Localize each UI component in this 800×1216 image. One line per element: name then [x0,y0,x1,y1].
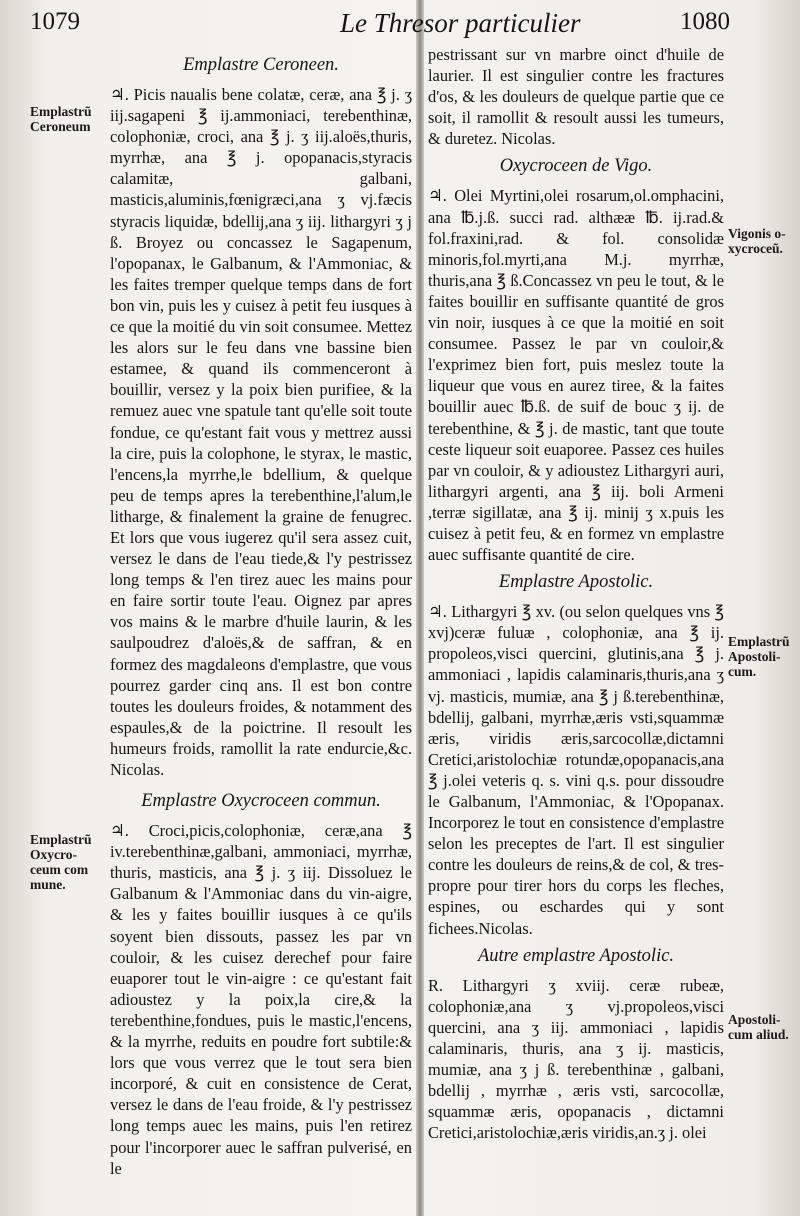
continued-paragraph: pestrissant sur vn marbre oinct d'huile de laurier. Il est singulier contre les fractures d'os, & les douleurs de quelque partie que ce soit, il ramollit & resoult aussi les tumeurs, & duretez. Nicolas. [428,45,724,149]
page-number-left: 1079 [30,8,80,35]
right-column [428,44,724,1149]
recipe-paragraph: ♃. Olei Myrtini,olei rosarum,ol.omphacini, ana ℔.j.ß. succi rad. althææ ℔. ij.rad.& fol.fraxini,rad. & fol. consolidæ minoris,fol.myrti,ana M.j. myrrhæ, thuris,ana ℥ ß.Concassez vn peu le tout, & le faites bouillir en suffisante quantité de gros vin noir, iusques à ce que la moitié en soit consumee. Passez le par vn couloir,& l'exprimez bien fort, puis meslez toute la liqueur que vous en aurez tiree, & la faites bouillir auec ℔.ß. de suif de bouc ʒ ij. de terebenthine, & ℥ j. de mastic, tant que toute ceste liqueur soit euaporee. Passez ces huiles par vn couloir, & y adioustez Lithargyri auri, lithargyri argenti, ana ℥ iij. boli Armeni ,terræ sigillatæ, ana ℥ ij. minij ʒ x.puis les cuisez à petit feu, & en formez vn emplastre auec suffisante quantité de cire. [428,186,724,565]
recipe-paragraph: ♃. Picis naualis bene colatæ, ceræ, ana ℥ j. ʒ iij.sagapeni ℥ ij.ammoniaci, terebenthinæ, colophoniæ, croci, ana ℥ j. ʒ iij.aloës,thuris, myrrhæ, ana ℥ j. opopanacis,styracis calamitæ, galbani, masticis,aluminis,fœnigræci,ana ʒ vj.fæcis styracis liquidæ, bdellij,ana ʒ iij. lithargyri ʒ j ß. Broyez ou concassez le Sagapenum, l'opopanax, le Galbanum, & l'Ammoniac, & les faites tremper quelque temps dans de fort bon vin, puis les y cuisez à petit feu iusques à ce que la moitié du vin soit consumee. Mettez les alors sur le feu dans vne bassine bien estamee, & quand ils commenceront à bouillir, versez y la poix bien purifiee, & la remuez auec vne spatule tant qu'elle soit toute fondue, ce qu'estant fait vous y mettrez aussi la cire, puis la colophone, le styrax, le mastic, l'encens,la myrrhe,le bdellium, & quelque peu de temps apres la terebenthine,l'alum,le litharge, & finalement la graine de fenugrec. Et lors que vous iugerez qu'il sera assez cuit, versez le dans de l'eau tiede,& l'y pestrissez long temps & l'en tirez auec les mains pour en faire sortir toute l'eau. Oignez par apres vos mains & le marbre d'huile laurin, & les saulpoudrez d'aloës,& de saffran, & en formez des magdaleons d'emplastre, que vous pourrez garder cinq ans. Il est bon contre toutes les douleurs froides, & notamment des espaules,& de la poictrine. Il resoult les humeurs froids, ramollit la rate endurcie,&c. Nicolas. [110,85,412,779]
recipe-paragraph: R. Lithargyri ʒ xviij. ceræ rubeæ, colophoniæ,ana ʒ vj.propoleos,visci quercini, ana ʒ iij. ammoniaci , lapidis calaminaris, thuris, ana ʒ ij. masticis, mumiæ, ana ʒ j ß. terebenthinæ , galbani, bdellij , myrrhæ , æris vsti, sarcocollæ, squammæ æris, opopanacis , dictamni Cretici,aristolochiæ,æris viridis,an.ʒ j. olei [428,975,724,1143]
section-title: Emplastre Apostolic. [498,572,654,593]
left-column [110,48,412,1185]
section-title: Emplastre Ceroneen. [183,55,339,75]
section-title: Emplastre Oxycroceen commun. [141,791,381,812]
margin-note-ceroneum: Emplastrũ Ceroneum [30,104,92,134]
section-title: Oxycroceen de Vigo. [499,156,653,177]
running-title: Le Thresor particulier [340,8,581,38]
page-gutter [416,0,424,1216]
page-number-right: 1080 [680,8,730,35]
recipe-paragraph: ♃. Croci,picis,colophoniæ, ceræ,ana ℥ iv.terebenthinæ,galbani, ammoniaci, myrrhæ, thuris, masticis, ana ℥ j. ʒ iij. Dissoluez le Galbanum & l'Ammoniac dans du vin-aigre, & les y faites bouillir iusques à ce qu'ils soyent bien dissouts, passez les par vn couloir, & les cuisez derechef pour faire euaporer tout le vin-aigre : ce qu'estant fait adioustez y la poix,la cire,& la terebenthine,fondues, puis le mastic,l'encens, & la myrrhe, reduits en poudre fort subtile:& lors que vous verrez que le tout sera bien incorporé, & cuit en consistence de Cerat, versez le dans de l'eau froide, & l'y pestrissez long temps auec les mains, puis l'en retirez pour l'incorporer auec le saffran pulverisé, en le [110,821,412,1178]
margin-note-oxycroceum: Emplastrũ Oxycro- ceum com mune. [30,832,92,892]
margin-note-apostolicum: Emplastrũ Apostoli- cum. [728,634,790,679]
recipe-paragraph: ♃. Lithargyri ℥ xv. (ou selon quelques vns ℥ xvj)ceræ fuluæ , colophoniæ, ana ℥ ij. propoleos,visci quercini, glutinis,ana ℥ j. ammoniaci , lapidis calaminaris,thuris,ana ʒ vj. masticis, mumiæ, ana ℥ j ß.terebenthinæ, bdellij, galbani, myrrhæ,æris vsti,squammæ æris, viridis æris,sarcocollæ,dictamni Cretici,aristolochiæ rotundæ,opopanacis,ana ℥ j.olei veteris q. s. vini q.s. pour dissoudre le Galbanum, l'Ammoniac, & l'Opopanax. Incorporez le tout en consistence d'emplastre selon les preceptes de l'art. Il est singulier contre les douleurs de reins,& de col, & tres-propre pour tirer hors du corps les fleches, espines, ou eschardes qui y sont fichees.Nicolas. [428,602,724,938]
margin-note-vigonis: Vigonis o- xycroceũ. [728,226,786,256]
section-title: Autre emplastre Apostolic. [477,945,675,966]
margin-note-apostolicum-aliud: Apostoli- cum aliud. [728,1012,789,1042]
